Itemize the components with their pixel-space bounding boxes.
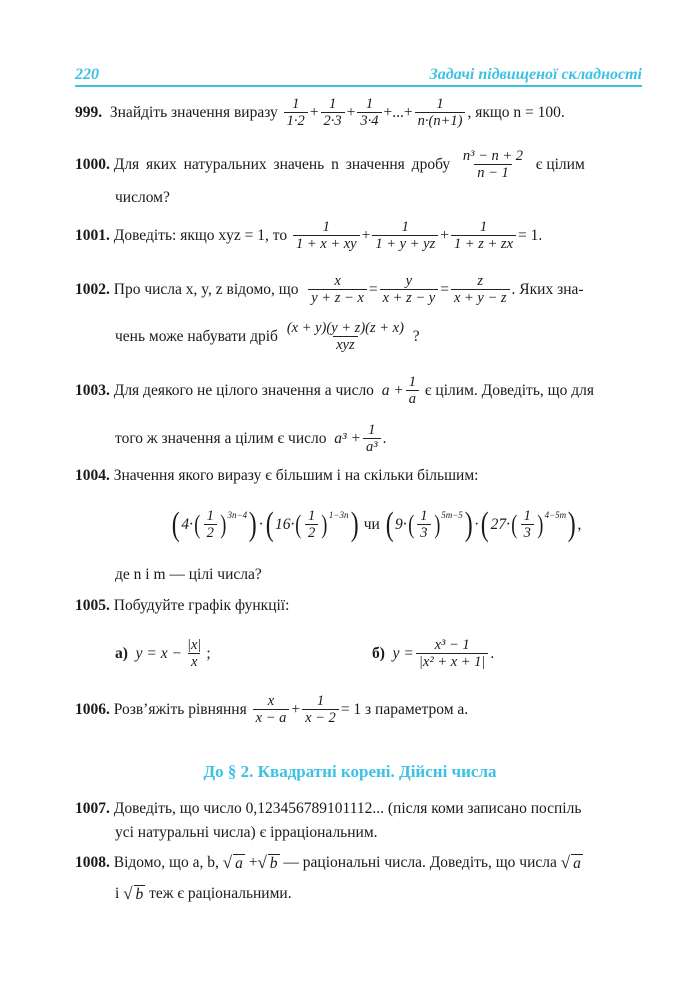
problem-number: 999. bbox=[75, 103, 103, 121]
problem-1002: 1002. Про числа x, y, z відомо, що $\frac{x}{y + z - x}$ = $\frac{y}{x + z - y}$ = $\frac{z}{x + y - z}$ . Яких зна- bbox=[75, 273, 584, 306]
problem-number: 1005. bbox=[75, 597, 110, 614]
problem-text: і bbox=[115, 885, 120, 902]
item-label: а) bbox=[115, 644, 128, 662]
problem-text: де n і m — цілі числа? bbox=[115, 566, 262, 583]
problem-number: 1004. bbox=[75, 467, 110, 484]
section-title: До § 2. Квадратні корені. Дійсні числа bbox=[203, 762, 497, 781]
problem-number: 1008. bbox=[75, 854, 110, 871]
fraction: $\frac{y}{x + z - y}$ bbox=[380, 273, 439, 306]
problem-text: Відомо, що a, b, bbox=[113, 854, 219, 871]
problem-text: теж є раціональними. bbox=[149, 885, 292, 902]
fraction: $\frac{z}{x + y - z}$ bbox=[451, 273, 510, 306]
problem-text: Побудуйте графік функції: bbox=[113, 597, 290, 614]
problem-1008: 1008. Відомо, що a, b, √ a + √ b — раціональні числа. Доведіть, що числа √ a bbox=[75, 853, 581, 872]
or-word: чи bbox=[363, 515, 380, 533]
problem-999: 999. Знайдіть значення виразу $\frac{1}{1\cdot 2}$ + $\frac{1}{2\cdot 3}$ + $\frac{1}{3\cdot 4}$ +...+ $\frac{1}{n\cdot(n+1)}$ , якщо n = 100. bbox=[75, 96, 565, 129]
problem-text: числом? bbox=[115, 189, 170, 206]
problem-number: 1007. bbox=[75, 800, 110, 817]
problem-number: 1002. bbox=[75, 280, 110, 298]
problem-text: = 1. bbox=[518, 226, 543, 244]
problem-1007 bbox=[75, 798, 642, 820]
problem-text: Значення якого виразу є більшим і на скільки більшим: bbox=[113, 467, 479, 484]
fraction: $\frac{x}{y + z - x}$ bbox=[308, 273, 367, 306]
fraction: $\frac{1}{3\cdot 4}$ bbox=[357, 96, 381, 129]
problem-1000 bbox=[75, 148, 585, 181]
ellipsis: +...+ bbox=[383, 103, 413, 121]
problem-number: 1000. bbox=[75, 155, 110, 173]
problem-text: Розв’яжіть рівняння bbox=[113, 700, 247, 718]
item-label: б) bbox=[372, 644, 385, 662]
math-expr: a + bbox=[381, 381, 404, 399]
fraction: $\frac{1}{n\cdot(n+1)}$ bbox=[415, 96, 466, 129]
problem-1001: 1001. Доведіть: якщо xyz = 1, то $\frac{1}{1 + x + xy}$ + $\frac{1}{1 + y + yz}$ + $\frac{1}{1 + z + zx}$ = 1. bbox=[75, 219, 543, 252]
problem-text: , якщо n = 100. bbox=[467, 103, 565, 121]
problem-text: Доведіть, що число 0,123456789101112... (після коми записано поспіль bbox=[113, 800, 582, 817]
problem-1005-a: а) y = x − $\frac{|x|}{x}$ ; bbox=[115, 637, 211, 670]
problem-text: Доведіть: якщо xyz = 1, то bbox=[113, 226, 288, 244]
problem-1003 bbox=[75, 374, 594, 407]
page-header-title: Задачі підвищеної складності bbox=[429, 66, 642, 83]
problem-1004-cont bbox=[115, 566, 262, 584]
problem-number: 1001. bbox=[75, 226, 110, 244]
fraction: $\frac{1}{\text{a³}}$ bbox=[363, 422, 381, 455]
problem-text: усі натуральні числа) є ірраціональним. bbox=[115, 824, 378, 841]
problem-text: є цілим. Доведіть, що для bbox=[424, 381, 594, 399]
math-expr: a³ + bbox=[334, 429, 361, 447]
problem-text: чень може набувати дріб bbox=[115, 327, 278, 345]
problem-1005-b: б) y = $\frac{\text{x³ − 1}}{\text{|x² + x + 1|}}$ . bbox=[372, 637, 495, 670]
problem-1007-cont bbox=[115, 822, 682, 844]
problem-text: — раціональні числа. Доведіть, що числа bbox=[283, 854, 557, 871]
problem-1005 bbox=[75, 597, 289, 615]
problem-text: Для деякого не цілого значення a число bbox=[113, 381, 374, 399]
problem-text: Про числа x, y, z відомо, що bbox=[113, 280, 299, 298]
problem-text: . Яких зна- bbox=[511, 280, 584, 298]
fraction: $\frac{1}{1\cdot 2}$ bbox=[284, 96, 308, 129]
header-rule bbox=[75, 85, 642, 87]
fraction: $\frac{1}{1 + z + zx}$ bbox=[451, 219, 516, 252]
problem-text: того ж значення a цілим є число bbox=[115, 429, 327, 447]
problem-text: . bbox=[382, 429, 387, 447]
fraction: $\frac{(x + y)(y + z)(z + x)}{\text{xyz}}$ bbox=[286, 320, 404, 353]
fraction: $\frac{1}{2\cdot 3}$ bbox=[321, 96, 345, 129]
problem-text: Знайдіть значення виразу bbox=[109, 103, 278, 121]
fraction: $\frac{1}{1 + x + xy}$ bbox=[293, 219, 360, 252]
problem-1002-cont bbox=[115, 320, 420, 353]
problem-text: є цілим bbox=[535, 155, 585, 173]
fraction: $\frac{1}{1 + y + yz}$ bbox=[372, 219, 438, 252]
problem-text: = 1 з параметром a. bbox=[340, 700, 469, 718]
problem-text: Для яких натуральних значень n значення дробу bbox=[113, 155, 451, 173]
fraction: $\frac{1}{a}$ bbox=[406, 374, 419, 407]
problem-1006: 1006. Розв’яжіть рівняння $\frac{x}{x - a}$ + $\frac{1}{x - 2}$ = 1 з параметром a. bbox=[75, 693, 469, 726]
page-number: 220 bbox=[75, 66, 99, 83]
problem-1008-cont: і √ b теж є раціональними. bbox=[115, 884, 292, 903]
problem-1004 bbox=[75, 467, 478, 485]
problem-1000-cont bbox=[115, 189, 170, 207]
problem-1003-cont bbox=[115, 422, 386, 455]
fraction: $\frac{\text{n³ − n + 2}}{n - 1}$ bbox=[462, 148, 524, 181]
problem-text: ? bbox=[412, 327, 420, 345]
problem-1004-expression: ( 4· ( $\frac{1}{2}$ ) $^{3n-4}$ ) · ( 16· ( $\frac{1}{2}$ ) $^{1-3n}$ ) чи ( 9· ( $\frac{1}{3}$ ) $^{5m-5}$ ) · ( 27· ( $\frac{1}{3}$ ) $^{4-5m}$ ) , bbox=[171, 505, 582, 543]
problem-number: 1003. bbox=[75, 381, 110, 399]
problem-number: 1006. bbox=[75, 700, 110, 718]
